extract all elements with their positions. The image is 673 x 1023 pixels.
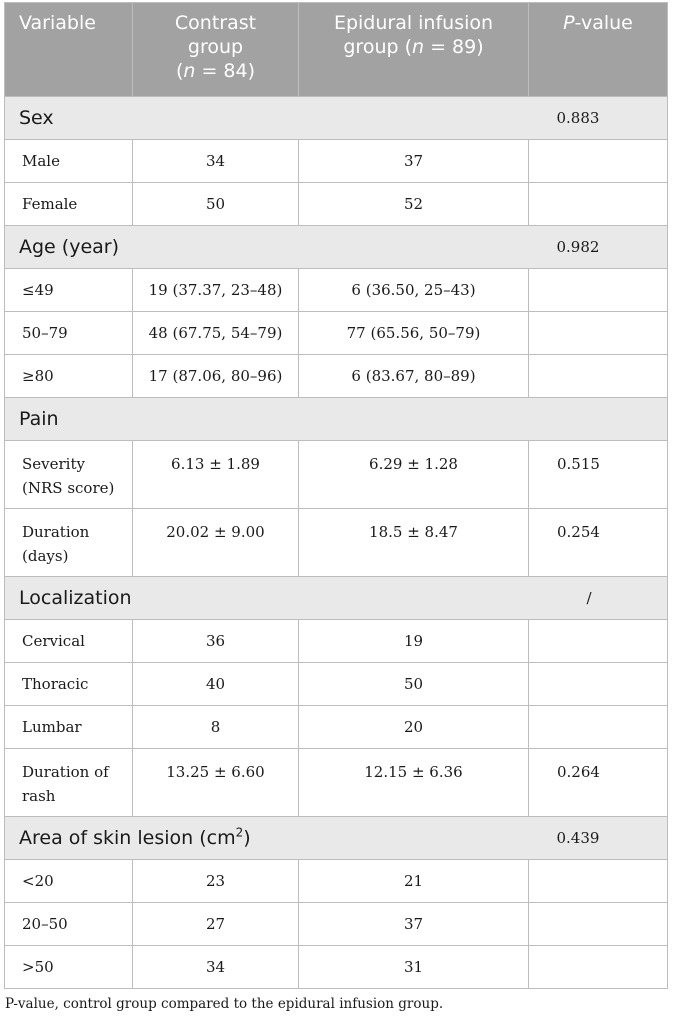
section-row-localization [5,577,668,620]
p-value: 0.254 [529,509,668,577]
table-row [5,620,668,663]
row-label: Thoracic [5,663,133,706]
contrast-value: 19 (37.37, 23–48) [133,269,299,312]
p-value [529,140,668,183]
table-row [5,355,668,398]
contrast-value: 8 [133,706,299,749]
epidural-value: 21 [299,860,529,903]
section-p-value: 0.883 [529,97,668,140]
section-title: Localization [5,577,529,620]
section-row-pain [5,398,668,441]
p-value [529,903,668,946]
epidural-value: 50 [299,663,529,706]
p-value [529,183,668,226]
row-label: >50 [5,946,133,989]
epidural-value: 18.5 ± 8.47 [299,509,529,577]
contrast-value: 40 [133,663,299,706]
table-row [5,946,668,989]
row-label: 50–79 [5,312,133,355]
table-row [5,269,668,312]
contrast-value: 20.02 ± 9.00 [133,509,299,577]
epidural-value: 37 [299,140,529,183]
p-value [529,860,668,903]
p-value [529,706,668,749]
p-value: 0.515 [529,441,668,509]
row-label: Duration of rash [5,749,133,817]
section-p-value: 0.982 [529,226,668,269]
epidural-value: 12.15 ± 6.36 [299,749,529,817]
contrast-value: 34 [133,946,299,989]
epidural-value: 52 [299,183,529,226]
row-label: ≥80 [5,355,133,398]
contrast-value: 48 (67.75, 54–79) [133,312,299,355]
row-label: Lumbar [5,706,133,749]
contrast-value: 36 [133,620,299,663]
header-contrast-group: Contrast group (n = 84) [133,3,299,97]
epidural-value: 20 [299,706,529,749]
header-epidural-group: Epidural infusion group (n = 89) [299,3,529,97]
header-p-value: P-value [529,3,668,97]
row-label: Duration (days) [5,509,133,577]
table-row [5,509,668,577]
contrast-value: 17 (87.06, 80–96) [133,355,299,398]
section-row-age [5,226,668,269]
table-row [5,312,668,355]
contrast-value: 23 [133,860,299,903]
section-row-area [5,817,668,860]
p-value: 0.264 [529,749,668,817]
section-title: Area of skin lesion $(cm^2)$ [5,817,529,860]
table-footnote: P-value, control group compared to the epidural infusion group. [5,996,444,1012]
row-label: 20–50 [5,903,133,946]
epidural-value: 31 [299,946,529,989]
row-label: ≤49 [5,269,133,312]
table-row [5,903,668,946]
section-p-value: / [529,577,668,620]
section-title: Pain [5,398,668,441]
section-title: Age (year) [5,226,529,269]
p-value [529,946,668,989]
p-value [529,663,668,706]
contrast-value: 6.13 ± 1.89 [133,441,299,509]
p-value [529,312,668,355]
contrast-value: 34 [133,140,299,183]
epidural-value: 19 [299,620,529,663]
contrast-value: 27 [133,903,299,946]
table-row [5,663,668,706]
header-variable: Variable [5,3,133,97]
data-table [4,2,668,989]
table-row [5,860,668,903]
row-label: <20 [5,860,133,903]
epidural-value: 6 (36.50, 25–43) [299,269,529,312]
epidural-value: 77 (65.56, 50–79) [299,312,529,355]
section-row-sex [5,97,668,140]
epidural-value: 37 [299,903,529,946]
contrast-value: 13.25 ± 6.60 [133,749,299,817]
table-row [5,441,668,509]
epidural-value: 6.29 ± 1.28 [299,441,529,509]
table-row [5,183,668,226]
table-row [5,749,668,817]
contrast-value: 50 [133,183,299,226]
p-value [529,620,668,663]
p-value [529,355,668,398]
row-label: Female [5,183,133,226]
table-row [5,706,668,749]
table-row [5,140,668,183]
section-title: Sex [5,97,529,140]
row-label: Severity (NRS score) [5,441,133,509]
row-label: Cervical [5,620,133,663]
p-value [529,269,668,312]
section-p-value: 0.439 [529,817,668,860]
header-row [5,3,668,97]
epidural-value: 6 (83.67, 80–89) [299,355,529,398]
row-label: Male [5,140,133,183]
